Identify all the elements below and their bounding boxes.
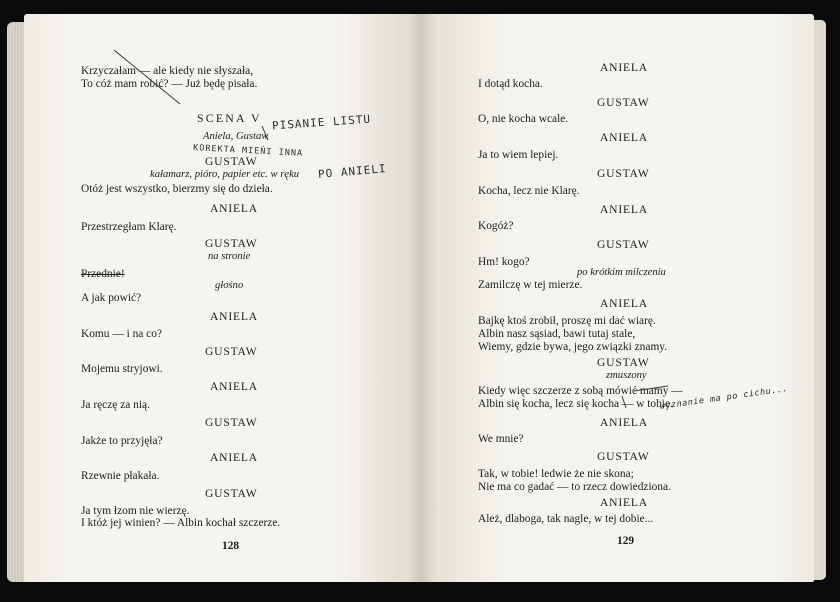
pen-slash-mark — [114, 50, 180, 104]
verse-line: Kogóż? — [478, 220, 514, 232]
page-number-right: 129 — [617, 535, 635, 547]
verse-line: Bajkę ktoś zrobił, proszę mi dać wiarę. — [478, 315, 656, 327]
verse-line: I któż jej winien? — Albin kochał szczerze. — [81, 517, 281, 529]
speaker-name: ANIELA — [210, 451, 258, 464]
stage-direction: po krótkim milczeniu — [577, 267, 666, 278]
verse-line: Ależ, dlaboga, tak nagle, w tej dobie... — [478, 513, 654, 525]
verse-line: We mnie? — [478, 433, 524, 445]
verse-line: Ja ręczę za nią. — [81, 399, 150, 411]
speaker-name: ANIELA — [600, 131, 648, 144]
handwritten-margin-note: wyznanie ma po cichu... — [659, 384, 789, 412]
verse-line: Zamilczę w tej mierze. — [478, 279, 583, 291]
verse-line: Kocha, lecz nie Klarę. — [478, 185, 580, 197]
stage-direction: na stronie — [208, 251, 251, 262]
page-number-left: 128 — [222, 540, 240, 552]
speaker-name: ANIELA — [600, 203, 648, 216]
handwritten-note: PO ANIELI — [317, 162, 388, 181]
pen-insert-mark — [634, 386, 668, 391]
speaker-name: ANIELA — [600, 297, 648, 310]
verse-line: Albin się kocha, lecz się kocha — w tobie. — [478, 398, 673, 410]
verse-line: O, nie kocha wcale. — [478, 113, 569, 125]
verse-line: Albin nasz sąsiad, bawi tutaj stale, — [478, 328, 636, 340]
speaker-name: ANIELA — [210, 380, 258, 393]
verse-line: Kiedy więc szczerze z sobą mówić mamy — — [478, 385, 683, 397]
speaker-name: GUSTAW — [205, 237, 258, 250]
handwritten-note: PISANIE LISTU — [271, 112, 372, 133]
speaker-name: GUSTAW — [597, 238, 650, 251]
pen-caret-mark — [622, 396, 626, 408]
speaker-name: ANIELA — [600, 61, 648, 74]
speaker-name: GUSTAW — [597, 356, 650, 369]
verse-line: Otóż jest wszystko, bierzmy się do dzieła. — [81, 183, 273, 195]
verse-line: A jak powić? — [81, 292, 142, 304]
speaker-name: GUSTAW — [205, 155, 258, 168]
pen-tick-mark — [262, 126, 268, 140]
verse-line: I dotąd kocha. — [478, 78, 543, 90]
speaker-name: GUSTAW — [205, 416, 258, 429]
speaker-name: GUSTAW — [205, 345, 258, 358]
speaker-name: ANIELA — [600, 416, 648, 429]
verse-line: Nie ma co gadać — to rzecz dowiedziona. — [478, 481, 671, 493]
verse-line: Ja tym łzom nie wierzę. — [81, 505, 190, 517]
speaker-name: GUSTAW — [205, 487, 258, 500]
handwritten-note: KOREKTA MIEŃI INNA — [192, 143, 304, 159]
verse-line: Hm! kogo? — [478, 256, 530, 268]
speaker-name: GUSTAW — [597, 167, 650, 180]
stage-direction: głośno — [215, 280, 244, 291]
verse-line: Krzyczałam — ale kiedy nie słyszała, — [81, 65, 254, 77]
speaker-name: GUSTAW — [597, 450, 650, 463]
verse-line: Ja to wiem lepiej. — [478, 149, 559, 161]
verse-line: Wiemy, gdzie bywa, jego związki znamy. — [478, 341, 668, 353]
stage-direction: kałamarz, pióro, papier etc. w ręku — [150, 169, 300, 180]
speaker-name: GUSTAW — [597, 96, 650, 109]
verse-line: Komu — i na co? — [81, 328, 162, 340]
stage-direction: Aniela, Gustaw — [203, 131, 269, 142]
verse-line: Jakże to przyjęła? — [81, 435, 163, 447]
verse-line-struck: Przednie! — [81, 268, 125, 280]
speaker-name: ANIELA — [210, 310, 258, 323]
speaker-name: ANIELA — [600, 496, 648, 509]
verse-line: Rzewnie płakała. — [81, 470, 160, 482]
verse-line: Mojemu stryjowi. — [81, 363, 163, 375]
verse-line: Przestrzegłam Klarę. — [81, 221, 177, 233]
stage-direction: zmuszony — [606, 370, 647, 381]
verse-line: Tak, w tobie! ledwie że nie skona; — [478, 468, 634, 480]
verse-line: To cóż mam robić? — Już będę pisała. — [81, 78, 258, 90]
scene-heading: SCENA V — [197, 111, 262, 125]
speaker-name: ANIELA — [210, 202, 258, 215]
